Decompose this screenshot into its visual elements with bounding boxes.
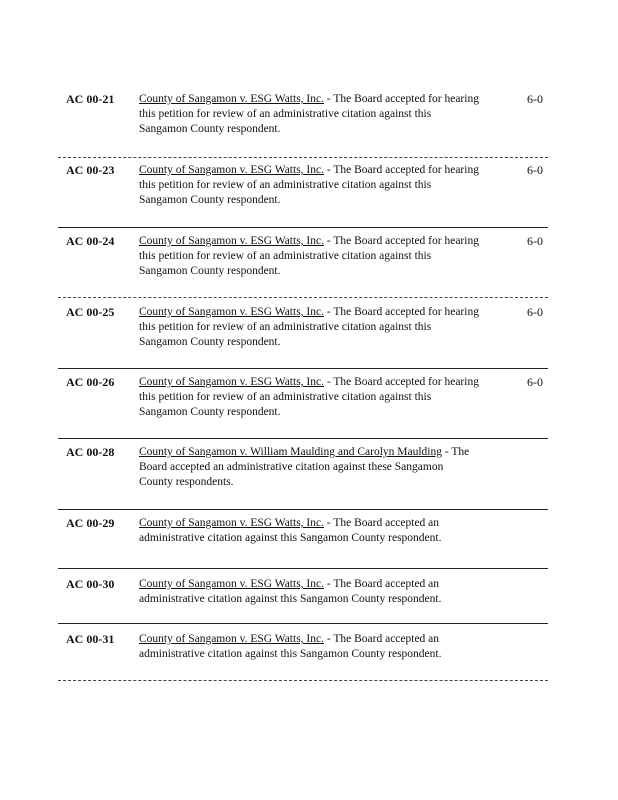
- case-summary: - The Board accepted for hearing this petition for review of an administrative citation against this Sangamon County respondent.: [139, 235, 479, 277]
- row-divider: [58, 157, 548, 158]
- case-summary: - The Board accepted for hearing this petition for review of an administrative citation against this Sangamon County respondent.: [139, 306, 479, 348]
- row-divider: [58, 680, 548, 681]
- case-summary: - The Board accepted for hearing this petition for review of an administrative citation against this Sangamon County respondent.: [139, 376, 479, 418]
- case-caption: County of Sangamon v. ESG Watts, Inc.: [139, 93, 324, 105]
- vote-count: 6-0: [527, 163, 543, 177]
- row-divider: [58, 227, 548, 228]
- case-caption: County of Sangamon v. ESG Watts, Inc.: [139, 578, 324, 590]
- case-number: AC 00-29: [66, 516, 115, 530]
- case-description: [139, 234, 479, 279]
- row-divider: [58, 623, 548, 624]
- vote-count: 6-0: [527, 92, 543, 106]
- row-divider: [58, 438, 548, 439]
- case-number: AC 00-31: [66, 632, 115, 646]
- case-summary: - The Board accepted an administrative citation against this Sangamon County respondent.: [139, 633, 442, 660]
- row-divider: [58, 368, 548, 369]
- case-summary: - The Board accepted an administrative citation against these Sangamon County respondents.: [139, 446, 470, 488]
- case-caption: County of Sangamon v. ESG Watts, Inc.: [139, 235, 324, 247]
- case-description: [139, 445, 479, 490]
- case-summary: - The Board accepted an administrative citation against this Sangamon County respondent.: [139, 578, 442, 605]
- case-number: AC 00-26: [66, 375, 115, 389]
- row-divider: [58, 568, 548, 569]
- case-summary: - The Board accepted for hearing this petition for review of an administrative citation against this Sangamon County respondent.: [139, 93, 479, 135]
- case-description: [139, 163, 479, 208]
- case-number: AC 00-28: [66, 445, 115, 459]
- case-summary: - The Board accepted an administrative citation against this Sangamon County respondent.: [139, 517, 442, 544]
- case-caption: County of Sangamon v. ESG Watts, Inc.: [139, 633, 324, 645]
- row-divider: [58, 509, 548, 510]
- case-description: [139, 305, 479, 350]
- case-description: [139, 375, 479, 420]
- case-number: AC 00-30: [66, 577, 115, 591]
- vote-count: 6-0: [527, 375, 543, 389]
- case-caption: County of Sangamon v. ESG Watts, Inc.: [139, 376, 324, 388]
- case-caption: County of Sangamon v. William Maulding and Carolyn Maulding: [139, 446, 442, 458]
- case-number: AC 00-25: [66, 305, 115, 319]
- vote-count: 6-0: [527, 234, 543, 248]
- case-description: [139, 92, 479, 137]
- case-description: [139, 516, 479, 546]
- case-caption: County of Sangamon v. ESG Watts, Inc.: [139, 306, 324, 318]
- case-number: AC 00-24: [66, 234, 115, 248]
- case-summary: - The Board accepted for hearing this petition for review of an administrative citation against this Sangamon County respondent.: [139, 164, 479, 206]
- case-caption: County of Sangamon v. ESG Watts, Inc.: [139, 164, 324, 176]
- case-description: [139, 577, 479, 607]
- case-number: AC 00-21: [66, 92, 115, 106]
- row-divider: [58, 297, 548, 298]
- case-description: [139, 632, 479, 662]
- case-caption: County of Sangamon v. ESG Watts, Inc.: [139, 517, 324, 529]
- vote-count: 6-0: [527, 305, 543, 319]
- case-number: AC 00-23: [66, 163, 115, 177]
